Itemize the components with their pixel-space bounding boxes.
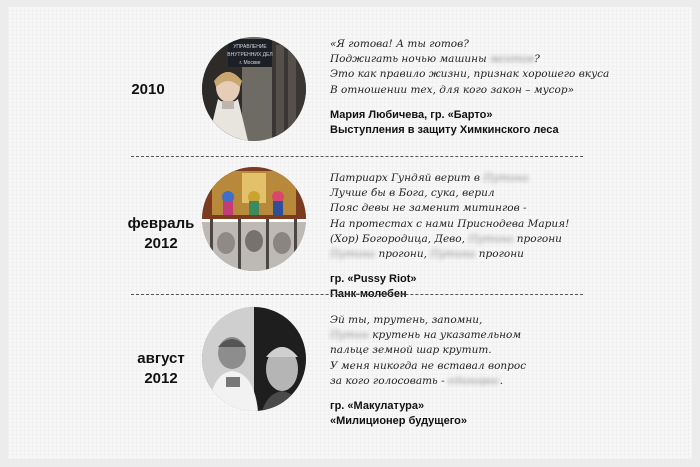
lyric-text: . [499, 374, 504, 387]
lyrics-block [330, 313, 670, 389]
lyric-line [330, 171, 670, 186]
lyric-text: У меня никогда не вставал вопрос [330, 359, 527, 372]
lyric-text: прогони [513, 232, 562, 245]
lyric-line [330, 186, 670, 201]
lyrics-block [330, 37, 670, 98]
lyric-text: Поджигать ночью машины [330, 53, 490, 66]
lyric-text: (Хор) Богородица, Дево, [330, 232, 469, 245]
censored-word: единорос [448, 374, 500, 387]
entry-year-month: февраль [127, 215, 195, 232]
lyric-line [330, 313, 670, 328]
censored-word: Путин [330, 329, 369, 342]
lyric-text: Пояс девы не заменит митингов - [330, 202, 527, 215]
lyric-text: В отношении тех, для кого закон – мусор» [330, 83, 575, 96]
entry-year [116, 214, 206, 254]
lyric-text: Это как правило жизни, признак хорошего вкуса [330, 68, 610, 81]
censored-word: Путина [330, 248, 376, 261]
lyric-text: Патриарх Гундяй верит в [330, 172, 484, 184]
svg-text:г. Москве: г. Москве [239, 60, 261, 66]
lyric-line [330, 201, 670, 216]
timeline-card [8, 7, 692, 459]
lyric-text: На протестах с нами Приснодева Мария! [330, 217, 570, 230]
entry-year-month: август [137, 350, 185, 367]
entry-year-number: 2012 [144, 370, 178, 387]
entry-feb-2012 [8, 157, 692, 301]
lyric-line [330, 232, 670, 247]
censored-word: ментов [489, 53, 535, 66]
entry-2010 [8, 7, 692, 157]
lyric-text: «Я готова! А ты готов? [330, 38, 469, 50]
lyric-line [330, 359, 670, 374]
credit-title: Панк-молебен [330, 288, 407, 301]
lyric-line [330, 217, 670, 232]
entry-text [330, 171, 670, 302]
lyric-line [330, 343, 670, 358]
entry-text [330, 313, 670, 429]
photo-makulatura [202, 307, 306, 411]
lyric-line [330, 83, 670, 98]
lyrics-block [330, 171, 670, 262]
lyric-line [330, 328, 670, 343]
lyric-line [330, 374, 670, 389]
lyric-line [330, 52, 670, 67]
entry-aug-2012 [8, 295, 692, 459]
lyric-text: прогони, [375, 248, 431, 261]
censored-word: Путина [468, 232, 514, 245]
lyric-text: прогони [475, 248, 524, 261]
credit-title: «Милиционер будущего» [330, 415, 467, 428]
entry-year [116, 349, 206, 389]
lyric-text: за кого голосовать - [330, 374, 448, 387]
entry-year-number: 2012 [144, 235, 178, 252]
entry-text [330, 37, 670, 138]
censored-word: Путина [483, 172, 529, 184]
svg-text:ВНУТРЕННИХ ДЕЛ: ВНУТРЕННИХ ДЕЛ [227, 52, 273, 58]
credit-author: Мария Любичева, гр. «Барто» [330, 108, 493, 121]
lyric-text: пальце земной шар крутит. [330, 344, 492, 357]
entry-year: 2010 [131, 81, 165, 98]
credit-author: гр. «Pussy Riot» [330, 273, 417, 286]
svg-text:УПРАВЛЕНИЕ: УПРАВЛЕНИЕ [233, 44, 267, 50]
photo-maria-lyubicheva [202, 37, 306, 141]
lyric-line [330, 247, 670, 262]
lyric-text: Эй ты, трутень, запомни, [330, 314, 483, 326]
censored-word: Путина [430, 248, 476, 261]
credit-author: гр. «Макулатура» [330, 400, 425, 413]
lyric-text: ? [534, 53, 540, 66]
lyric-line [330, 37, 670, 52]
lyric-text: крутень на указательном [368, 329, 522, 342]
lyric-text: Лучше бы в Бога, сука, верил [330, 187, 495, 200]
lyric-line [330, 67, 670, 82]
credit-title: Выступления в защиту Химкинского леса [330, 123, 559, 136]
photo-pussy-riot [202, 167, 306, 271]
